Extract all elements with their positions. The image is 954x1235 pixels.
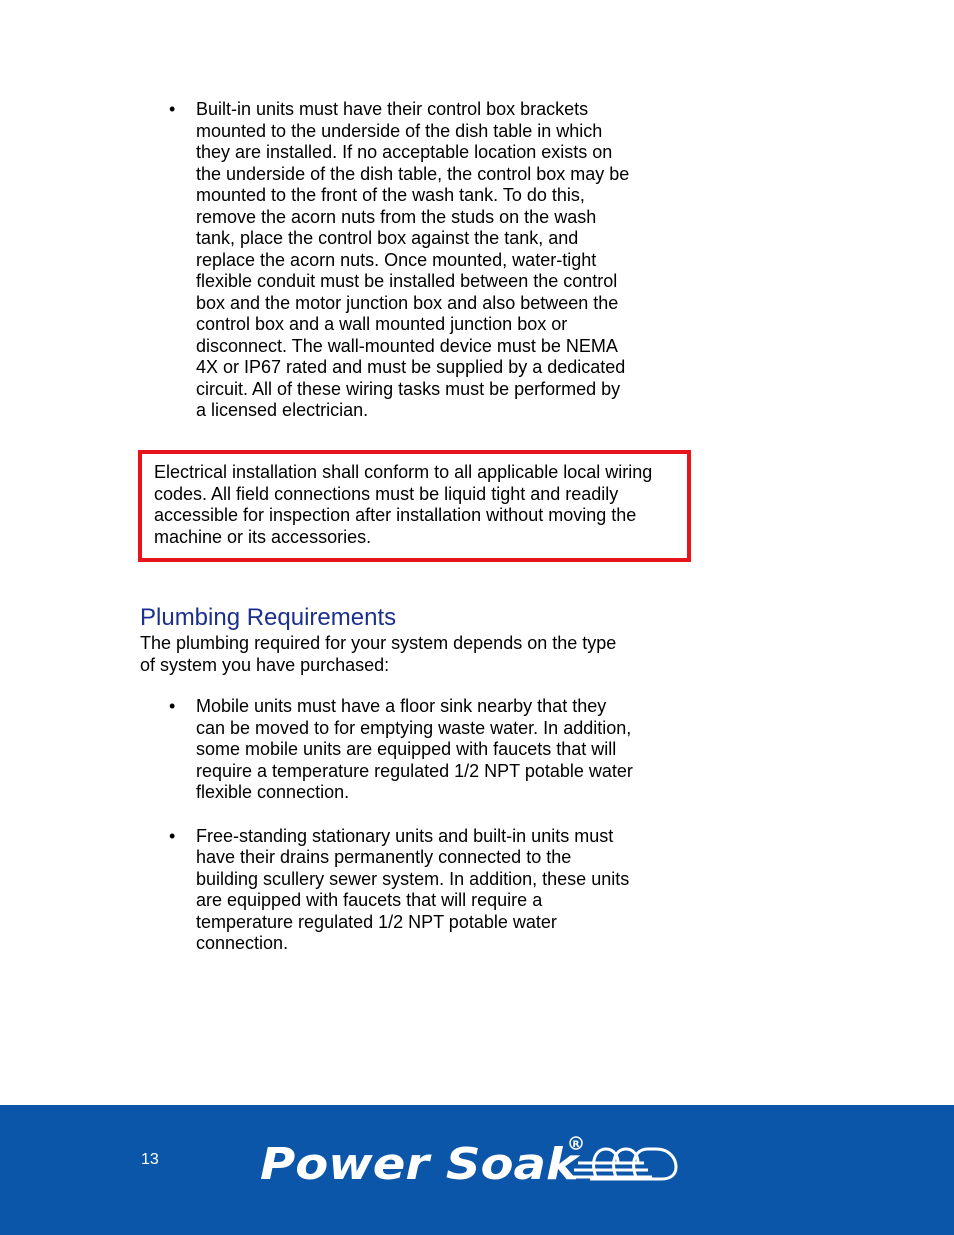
bullet-icon: • [169,696,176,716]
logo-swirl-icon [570,1149,676,1179]
warning-text: Electrical installation shall conform to all applicable local wiring codes. All field connections must be liquid tight and readily accessible for inspection after installation without moving the machine or its accessories. [154,462,653,547]
bullet-icon: • [169,99,176,119]
logo-wordmark: Power Soak [260,1139,581,1189]
page-number: 13 [141,1151,159,1168]
plumbing-bullet-list [165,696,635,955]
page-footer [0,1105,954,1235]
power-soak-logo-icon [260,1129,680,1189]
list-item [165,99,635,422]
plumbing-intro: The plumbing required for your system depends on the type of system you have purchased: [140,633,617,675]
bullet-text: Mobile units must have a floor sink nearby that they can be moved to for emptying waste water. In addition, some mobile units are equipped with faucets that will require a temperature regulated 1/2 NPT potable water flexible connection. [196,696,633,802]
bullet-text: Free-standing stationary units and built-in units must have their drains permanently connected to the building scullery sewer system. In addition, these units are equipped with faucets that will require a temperature regulated 1/2 NPT potable water connection. [196,825,630,953]
bullet-icon: • [169,825,176,846]
svg-text:R: R [572,1140,580,1150]
electrical-warning-box [138,450,691,562]
list-item [165,826,635,955]
power-soak-logo-mark [260,1129,680,1189]
list-item [165,696,635,804]
bullet-text: Built-in units must have their control box brackets mounted to the underside of the dish table in which they are installed. If no acceptable location exists on the underside of the dish table, the control box may be mounted to the front of the wash tank. To do this, remove the acorn nuts from the studs on the wash tank, place the control box against the tank, and replace the acorn nuts. Once mounted, water-tight flexible conduit must be installed between the control box and the motor junction box and also between the control box and a wall mounted junction box or disconnect. The wall-mounted device must be NEMA 4X or IP67 rated and must be supplied by a dedicated circuit. All of these wiring tasks must be performed by a licensed electrician. [196,99,630,420]
installation-bullet-list [165,99,635,422]
section-heading-plumbing: Plumbing Requirements [140,604,397,631]
